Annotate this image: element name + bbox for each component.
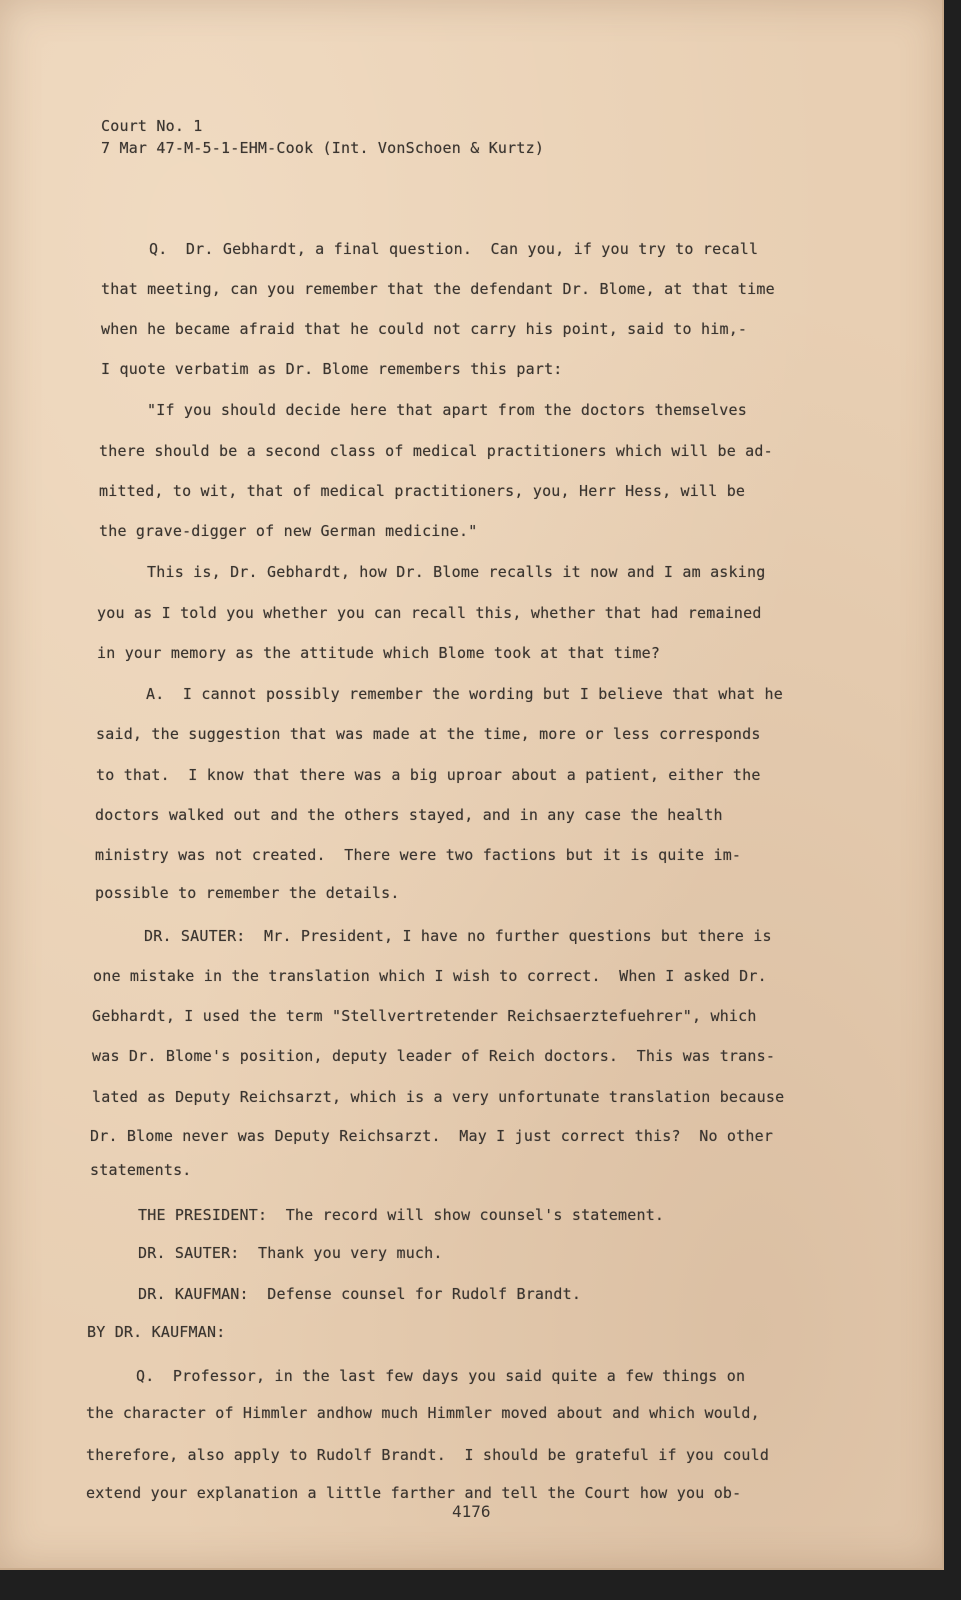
body-line: BY DR. KAUFMAN:	[87, 1323, 226, 1341]
body-line: Gebhardt, I used the term "Stellvertretender Reichsaerztefuehrer", which	[92, 1007, 757, 1025]
body-line: statements.	[90, 1161, 192, 1179]
body-line: to that. I know that there was a big uproar about a patient, either the	[96, 766, 761, 784]
body-line: when he became afraid that he could not carry his point, said to him,-	[101, 320, 748, 338]
body-line: there should be a second class of medical practitioners which will be ad-	[99, 442, 773, 460]
body-line: "If you should decide here that apart from the doctors themselves	[147, 401, 747, 419]
body-line: one mistake in the translation which I wish to correct. When I asked Dr.	[93, 967, 767, 985]
header-court: Court No. 1	[101, 117, 203, 135]
body-line: therefore, also apply to Rudolf Brandt. I should be grateful if you could	[86, 1446, 770, 1464]
body-line: Q. Dr. Gebhardt, a final question. Can you, if you try to recall	[149, 240, 759, 258]
header-session: 7 Mar 47-M-5-1-EHM-Cook (Int. VonSchoen & Kurtz)	[101, 139, 545, 157]
body-line: lated as Deputy Reichsarzt, which is a very unfortunate translation because	[92, 1088, 785, 1106]
body-line: possible to remember the details.	[95, 884, 400, 902]
body-line: DR. KAUFMAN: Defense counsel for Rudolf Brandt.	[138, 1285, 582, 1303]
body-line: ministry was not created. There were two factions but it is quite im-	[95, 846, 742, 864]
body-line: DR. SAUTER: Thank you very much.	[138, 1244, 443, 1262]
body-line: A. I cannot possibly remember the wording but I believe that what he	[146, 685, 783, 703]
body-line: the character of Himmler andhow much Himmler moved about and which would,	[86, 1404, 760, 1422]
page-number: 4176	[452, 1502, 491, 1521]
body-line: DR. SAUTER: Mr. President, I have no further questions but there is	[144, 927, 772, 945]
body-line: was Dr. Blome's position, deputy leader of Reich doctors. This was trans-	[92, 1047, 776, 1065]
body-line: in your memory as the attitude which Blome took at that time?	[97, 644, 661, 662]
body-line: that meeting, can you remember that the defendant Dr. Blome, at that time	[101, 280, 775, 298]
body-line: I quote verbatim as Dr. Blome remembers this part:	[101, 360, 563, 378]
body-line: Dr. Blome never was Deputy Reichsarzt. May I just correct this? No other	[90, 1127, 774, 1145]
body-line: THE PRESIDENT: The record will show counsel's statement.	[138, 1206, 665, 1224]
body-line: you as I told you whether you can recall this, whether that had remained	[97, 604, 762, 622]
body-line: the grave-digger of new German medicine."	[99, 522, 478, 540]
body-line: Q. Professor, in the last few days you said quite a few things on	[136, 1367, 746, 1385]
body-line: extend your explanation a little farther and tell the Court how you ob-	[86, 1484, 742, 1502]
body-line: said, the suggestion that was made at the time, more or less corresponds	[96, 725, 761, 743]
body-line: This is, Dr. Gebhardt, how Dr. Blome recalls it now and I am asking	[147, 563, 766, 581]
body-line: mitted, to wit, that of medical practitioners, you, Herr Hess, will be	[99, 482, 746, 500]
body-line: doctors walked out and the others stayed, and in any case the health	[95, 806, 723, 824]
